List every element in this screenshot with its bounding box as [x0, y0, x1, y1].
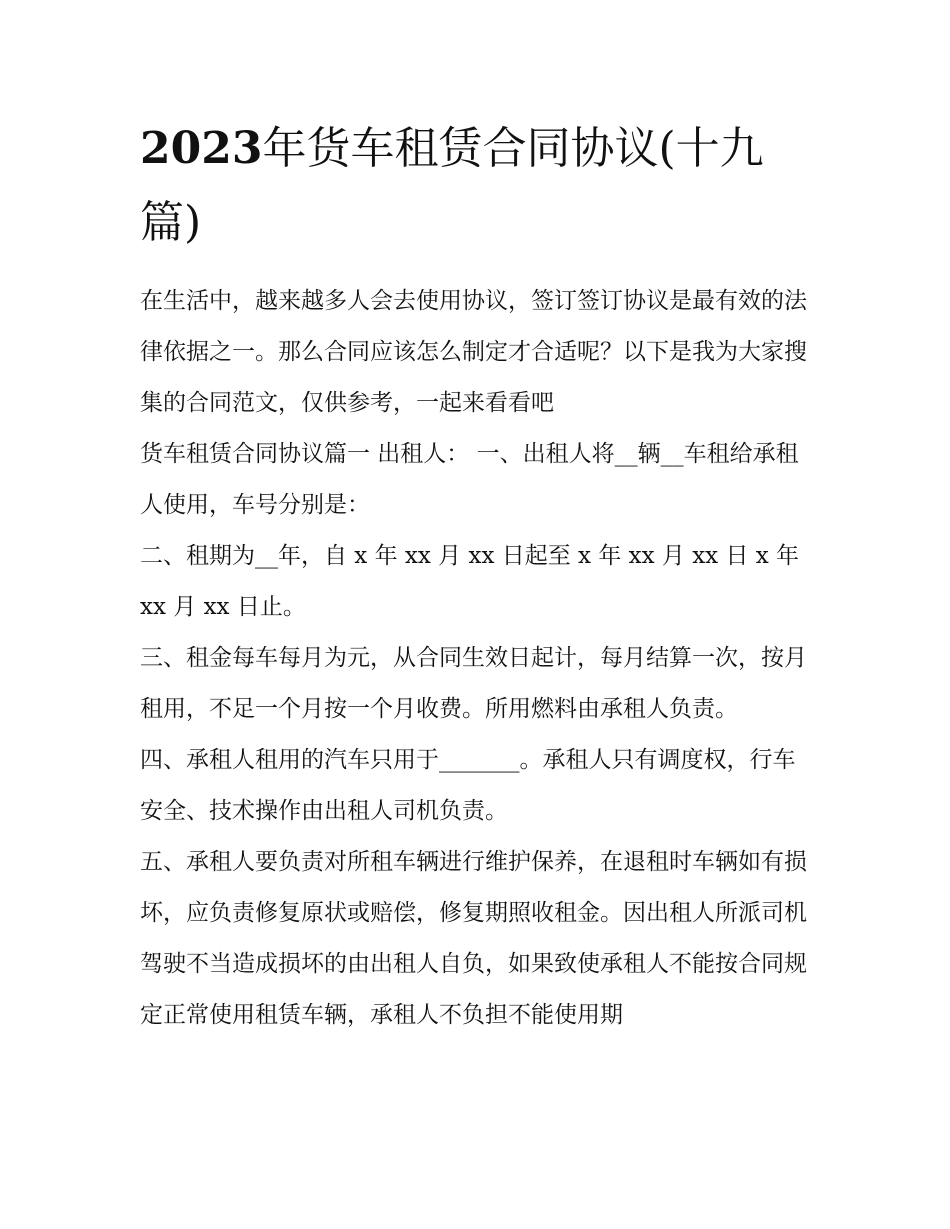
document-body: [140, 276, 812, 1041]
intro-paragraph: 在生活中，越来越多人会去使用协议，签订签订协议是最有效的法律依据之一。那么合同应该怎么制定才合适呢？以下是我为大家搜集的合同范文，仅供参考，一起来看看吧: [140, 288, 807, 416]
clause-2-paragraph: 二、租期为__年，自 x 年 xx 月 xx 日起至 x 年 xx 月 xx 日 x 年 xx 月 xx 日止。: [140, 543, 800, 620]
clause-3-paragraph: 三、租金每车每月为元，从合同生效日起计，每月结算一次，按月租用，不足一个月按一个月收费。所用燃料由承租人负责。: [140, 645, 807, 722]
clause-1-paragraph: 货车租赁合同协议篇一 出租人： 一、出租人将__辆__车租给承租人使用，车号分别是：: [140, 441, 799, 518]
title-year: 2023: [140, 123, 263, 174]
clause-5-paragraph: 五、承租人要负责对所租车辆进行维护保养，在退租时车辆如有损坏，应负责修复原状或赔偿，修复期照收租金。因出租人所派司机驾驶不当造成损坏的由出租人自负，如果致使承租人不能按合同规定正常使用租赁车辆，承租人不负担不能使用期: [140, 849, 807, 1028]
title-text: 年货车租赁合同协议(十九篇): [140, 123, 764, 248]
document-title: [140, 112, 820, 260]
clause-4-paragraph: 四、承租人租用的汽车只用于_______。承租人只有调度权，行车安全、技术操作由出租人司机负责。: [140, 747, 796, 824]
